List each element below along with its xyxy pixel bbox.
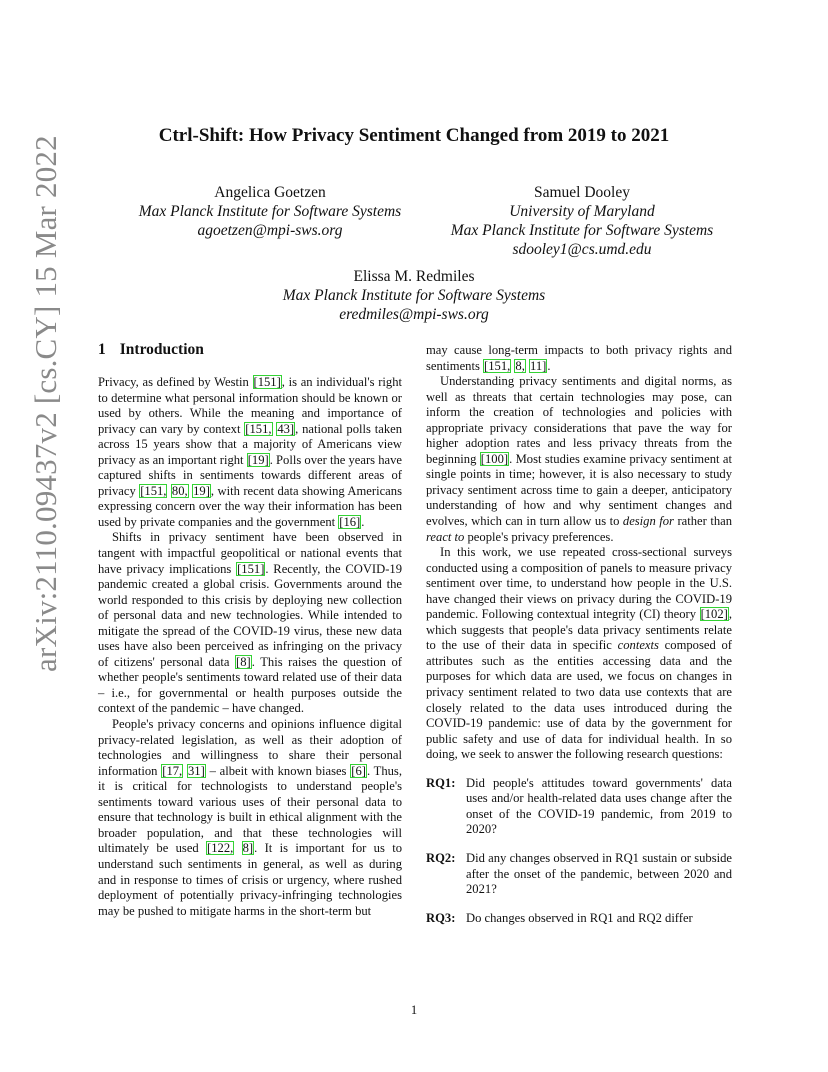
citation-link[interactable]: 11]: [530, 358, 547, 373]
citation-link[interactable]: [16]: [339, 514, 361, 529]
research-question-text: Did any changes observed in RQ1 sustain or subside after the onset of the pandemic, between 2020 and 2021?: [466, 850, 732, 897]
paragraph: Understanding privacy sentiments and digital norms, as well as threats that certain technologies may pose, can inform the creation of technologies and policies with appropriate privacy considerations that pave the way for higher adoption rates and less privacy threats from the beginning [100]. Most studies examine privacy sentiment at single points in time; however, it is also necessary to study privacy sentiment across time to gain a deeper, anticipatory understanding of how and why sentiment changes and evolves, which can in turn allow us to design for rather than react to people's privacy preferences.: [426, 374, 733, 544]
author-name: Elissa M. Redmiles: [353, 268, 475, 285]
citation-link[interactable]: [100]: [480, 451, 509, 466]
author-name: Samuel Dooley: [534, 184, 630, 201]
section-title: Introduction: [119, 341, 204, 358]
research-questions: [426, 776, 732, 926]
author-block: [214, 267, 614, 324]
paragraph: In this work, we use repeated cross-sectional surveys conducted using a composition of panels to measure privacy sentiment over time, to understand how people in the U.S. have changed their views on privacy during the COVID-19 pandemic. Following contextual integrity (CI) theory [102], which suggests that people's data privacy sentiments relate to the use of their data in specific contexts composed of attributes such as the entities accessing data and the purposes for which data are used, we focus on changes in privacy sentiment related to two data use contexts that are closely related to the data uses introduced during the COVID-19 pandemic: use of data by the government for public safety and use of data for individual health. In so doing, we seek to answer the following research questions:: [426, 545, 733, 762]
citation-link[interactable]: 8,: [515, 358, 525, 373]
citation-link[interactable]: 31]: [187, 763, 205, 778]
emphasis: contexts: [617, 638, 659, 653]
emphasis: design for: [622, 514, 674, 529]
left-column: [98, 375, 402, 919]
citation-link[interactable]: 80,: [171, 483, 188, 498]
citation-link[interactable]: [19]: [247, 452, 269, 467]
research-question-label: RQ2:: [426, 850, 456, 865]
emphasis: react to: [426, 529, 465, 544]
research-question: [426, 851, 732, 898]
research-question: [426, 911, 732, 927]
research-question-label: RQ3:: [426, 910, 456, 925]
citation-link[interactable]: [151,: [245, 421, 272, 436]
author-block: [400, 183, 764, 259]
citation-link[interactable]: [151]: [253, 375, 281, 389]
author-affiliation: Max Planck Institute for Software Systems: [450, 222, 714, 239]
author-affiliation: University of Maryland: [509, 203, 655, 220]
research-question-text: Do changes observed in RQ1 and RQ2 differ: [466, 910, 693, 925]
right-paragraphs: [426, 343, 732, 763]
citation-link[interactable]: [151,: [484, 358, 511, 373]
arxiv-stamp: arXiv:2110.09437v2 [cs.CY] 15 Mar 2022: [28, 135, 63, 672]
citation-link[interactable]: [151]: [237, 561, 265, 576]
author-block: [100, 183, 440, 240]
research-question-text: Did people's attitudes toward governments' data uses and/or health-related data uses change after the onset of the COVID-19 pandemic, from 2019 to 2020?: [466, 775, 732, 837]
citation-link[interactable]: 43]: [277, 421, 295, 436]
citation-link[interactable]: [8]: [236, 654, 251, 669]
page-number: 1: [410, 1003, 418, 1017]
paragraph: may cause long-term impacts to both privacy rights and sentiments [151, 8, 11].: [426, 343, 732, 373]
author-affiliation: Max Planck Institute for Software Systems: [282, 287, 546, 304]
paragraph: Privacy, as defined by Westin [151], is an individual's right to determine what personal information should be known or used by others. While the meaning and importance of privacy can vary by context [151, 43], national polls taken across 15 years show that a majority of Americans view privacy as an important right [19]. Polls over the years have captured shifts in sentiments towards different areas of privacy [151, 80, 19], with recent data showing Americans expressing concern over the way their information has been used by private companies and the government [16].: [98, 375, 403, 529]
citation-link[interactable]: 8]: [242, 841, 254, 856]
right-column: [426, 343, 732, 926]
research-question-label: RQ1:: [426, 775, 456, 790]
citation-link[interactable]: [102]: [700, 607, 728, 622]
citation-link[interactable]: 19]: [193, 483, 210, 498]
author-email: sdooley1@cs.umd.edu: [512, 241, 652, 258]
paper-title: Ctrl-Shift: How Privacy Sentiment Changed from 2019 to 2021: [158, 125, 670, 146]
section-heading: [98, 341, 204, 359]
research-question: [426, 776, 732, 838]
author-email: agoetzen@mpi-sws.org: [197, 222, 343, 239]
author-affiliation: Max Planck Institute for Software Systems: [138, 203, 402, 220]
paragraph: Shifts in privacy sentiment have been observed in tangent with impactful geopolitical or national events that have privacy implications [151]. Recently, the COVID-19 pandemic created a global crisis. Governments around the world responded to this crisis by deploying new collection of personal data and new technologies. While intended to mitigate the spread of the COVID-19 virus, these new data uses have also been perceived as infringing on the privacy of citizens' personal data [8]. This raises the question of whether people's sentiments toward related use of their data – i.e., for governmental or health purposes outside the context of the pandemic – have changed.: [98, 530, 402, 716]
citation-link[interactable]: [6]: [351, 763, 366, 778]
paragraph: People's privacy concerns and opinions influence digital privacy-related legislation, as well as their adoption of technologies and willingness to share their personal information [17, 31] – albeit with known biases [6]. Thus, it is critical for technologists to understand people's sentiments toward various uses of their personal data to ensure that technology is built in ethical alignment with the broader population, and that these technologies will ultimately be used [122, 8]. It is important for us to understand such sentiments in general, as well as during and in response to times of crisis or urgency, where rushed deployment of potentially privacy-infringing technologies may be pushed to mitigate harms in the short-term but: [98, 717, 403, 918]
author-email: eredmiles@mpi-sws.org: [339, 306, 489, 323]
author-name: Angelica Goetzen: [214, 184, 326, 201]
citation-link[interactable]: [151,: [140, 483, 167, 498]
citation-link[interactable]: [122,: [207, 841, 234, 856]
section-number: 1: [98, 341, 106, 358]
citation-link[interactable]: [17,: [162, 763, 183, 778]
